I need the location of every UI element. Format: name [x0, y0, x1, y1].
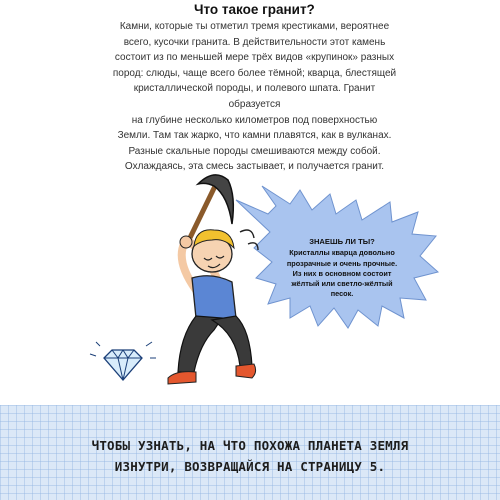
fact-box	[278, 237, 406, 300]
fact-heading: ЗНАЕШЬ ЛИ ТЫ?	[309, 237, 375, 246]
paragraph-line: на глубине несколько километров под поверхностью	[131, 114, 378, 126]
paragraph-line: состоит из по меньшей мере трёх видов «крупинок» разных	[114, 52, 395, 64]
paragraph-line: Охлаждаясь, эта смесь застывает, и получается гранит.	[124, 161, 385, 173]
paragraph-line: кристаллической породы, и полевого шпата. Гранит образуется	[133, 83, 376, 110]
diamond-icon	[90, 342, 156, 380]
section-title: Что такое гранит?	[194, 2, 315, 17]
paragraph-line: Камни, которые ты отметил тремя крестиками, вероятнее	[119, 21, 390, 32]
fact-line: песок.	[330, 289, 354, 299]
fact-line: прозрачные и очень прочные.	[286, 258, 398, 268]
fact-line: Из них в основном состоит	[292, 268, 392, 278]
paragraph-line: Земли. Там так жарко, что камни плавятся, как в вулканах.	[117, 130, 392, 142]
fact-line: жёлтый или светло-жёлтый	[291, 279, 393, 289]
paragraph-line: пород: слюды, чаще всего более тёмной; кварца, блестящей	[112, 67, 397, 79]
footer-banner	[0, 405, 500, 500]
paragraph-line: всего, кусочки гранита. В действительности этот камень	[123, 36, 386, 48]
paragraph-line: Разные скальные породы смешиваются между собой.	[128, 145, 381, 157]
fact-line: Кристаллы кварца довольно	[289, 248, 395, 258]
footer-line: ИЗНУТРИ, ВОЗВРАЩАЙСЯ НА СТРАНИЦУ 5.	[114, 459, 386, 474]
footer-text	[60, 435, 440, 477]
boy-figure	[168, 230, 258, 384]
footer-line: ЧТОБЫ УЗНАТЬ, НА ЧТО ПОХОЖА ПЛАНЕТА ЗЕМЛЯ	[91, 438, 409, 453]
